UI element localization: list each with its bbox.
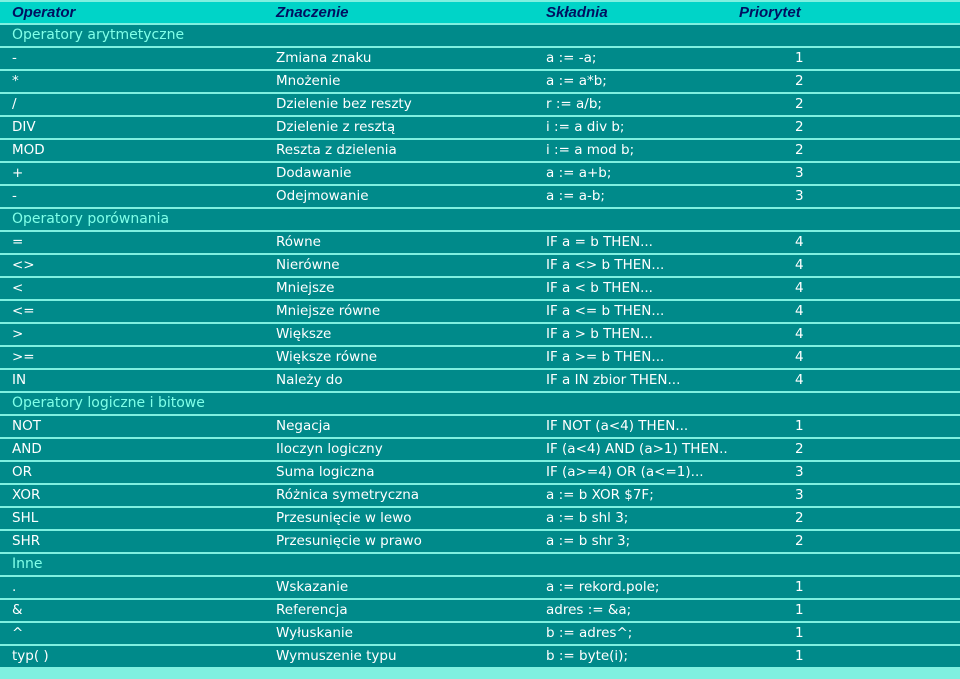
meaning-cell: Wskazanie	[276, 579, 349, 595]
table-row	[0, 94, 960, 115]
syntax-cell: a := a+b;	[546, 165, 612, 181]
syntax-cell: IF a > b THEN...	[546, 326, 653, 342]
header-syntax: Składnia	[546, 4, 608, 21]
priority-cell: 4	[795, 234, 804, 250]
table-row	[0, 232, 960, 253]
priority-cell: 1	[795, 50, 804, 66]
operator-cell: <>	[12, 257, 35, 273]
priority-cell: 3	[795, 165, 804, 181]
table-row	[0, 600, 960, 621]
operator-cell: NOT	[12, 418, 41, 434]
priority-cell: 4	[795, 349, 804, 365]
operator-cell: XOR	[12, 487, 41, 503]
table-row	[0, 48, 960, 69]
table-header	[0, 2, 960, 23]
table-row	[0, 370, 960, 391]
priority-cell: 2	[795, 533, 804, 549]
syntax-cell: b := byte(i);	[546, 648, 629, 664]
operator-cell: -	[12, 50, 17, 66]
syntax-cell: IF NOT (a<4) THEN...	[546, 418, 689, 434]
operator-cell: &	[12, 602, 23, 618]
syntax-cell: IF (a<4) AND (a>1) THEN..	[546, 441, 728, 457]
syntax-cell: r := a/b;	[546, 96, 602, 112]
table-row	[0, 186, 960, 207]
operator-cell: -	[12, 188, 17, 204]
table-row	[0, 623, 960, 644]
meaning-cell: Równe	[276, 234, 321, 250]
table-row	[0, 255, 960, 276]
priority-cell: 1	[795, 648, 804, 664]
operator-cell: ^	[12, 625, 24, 641]
table-row	[0, 439, 960, 460]
meaning-cell: Dzielenie bez reszty	[276, 96, 412, 112]
table-row	[0, 531, 960, 552]
operator-cell: IN	[12, 372, 27, 388]
priority-cell: 4	[795, 326, 804, 342]
meaning-cell: Wymuszenie typu	[276, 648, 397, 664]
syntax-cell: a := -a;	[546, 50, 597, 66]
table-row	[0, 324, 960, 345]
operator-cell: .	[12, 579, 17, 595]
table-row	[0, 508, 960, 529]
syntax-cell: a := b XOR $7F;	[546, 487, 654, 503]
operator-cell: MOD	[12, 142, 45, 158]
meaning-cell: Przesunięcie w lewo	[276, 510, 412, 526]
section-header-row	[0, 393, 960, 414]
table-row	[0, 577, 960, 598]
meaning-cell: Nierówne	[276, 257, 340, 273]
meaning-cell: Przesunięcie w prawo	[276, 533, 422, 549]
meaning-cell: Negacja	[276, 418, 331, 434]
syntax-cell: IF a >= b THEN...	[546, 349, 665, 365]
meaning-cell: Referencja	[276, 602, 348, 618]
syntax-cell: IF a < b THEN...	[546, 280, 653, 296]
table-row	[0, 278, 960, 299]
meaning-cell: Dodawanie	[276, 165, 352, 181]
meaning-cell: Mnożenie	[276, 73, 341, 89]
meaning-cell: Iloczyn logiczny	[276, 441, 383, 457]
section-title: Inne	[12, 556, 43, 572]
priority-cell: 2	[795, 441, 804, 457]
priority-cell: 3	[795, 188, 804, 204]
operator-cell: SHR	[12, 533, 41, 549]
meaning-cell: Większe równe	[276, 349, 378, 365]
meaning-cell: Większe	[276, 326, 332, 342]
syntax-cell: IF a <= b THEN...	[546, 303, 665, 319]
header-priority: Priorytet	[739, 4, 801, 21]
priority-cell: 2	[795, 119, 804, 135]
operator-cell: OR	[12, 464, 33, 480]
section-header-row	[0, 554, 960, 575]
priority-cell: 1	[795, 625, 804, 641]
meaning-cell: Różnica symetryczna	[276, 487, 420, 503]
meaning-cell: Mniejsze równe	[276, 303, 381, 319]
meaning-cell: Reszta z dzielenia	[276, 142, 397, 158]
priority-cell: 4	[795, 280, 804, 296]
operator-cell: >	[12, 326, 24, 342]
table-row	[0, 347, 960, 368]
syntax-cell: a := b shl 3;	[546, 510, 629, 526]
table-row	[0, 71, 960, 92]
table-row	[0, 163, 960, 184]
table-row	[0, 462, 960, 483]
syntax-cell: a := rekord.pole;	[546, 579, 660, 595]
operator-cell: >=	[12, 349, 35, 365]
operator-cell: *	[12, 73, 19, 89]
priority-cell: 4	[795, 303, 804, 319]
operator-cell: <	[12, 280, 24, 296]
syntax-cell: i := a mod b;	[546, 142, 635, 158]
operator-cell: AND	[12, 441, 42, 457]
syntax-cell: a := a*b;	[546, 73, 607, 89]
header-meaning: Znaczenie	[276, 4, 349, 21]
priority-cell: 2	[795, 142, 804, 158]
table-row	[0, 301, 960, 322]
meaning-cell: Należy do	[276, 372, 343, 388]
priority-cell: 3	[795, 464, 804, 480]
meaning-cell: Mniejsze	[276, 280, 335, 296]
priority-cell: 2	[795, 96, 804, 112]
table-row	[0, 416, 960, 437]
table-row	[0, 117, 960, 138]
meaning-cell: Dzielenie z resztą	[276, 119, 396, 135]
syntax-cell: i := a div b;	[546, 119, 625, 135]
priority-cell: 3	[795, 487, 804, 503]
priority-cell: 4	[795, 257, 804, 273]
table-row	[0, 485, 960, 506]
syntax-cell: IF a IN zbior THEN...	[546, 372, 681, 388]
section-title: Operatory porównania	[12, 211, 170, 227]
meaning-cell: Suma logiczna	[276, 464, 375, 480]
priority-cell: 2	[795, 510, 804, 526]
syntax-cell: IF (a>=4) OR (a<=1)...	[546, 464, 704, 480]
syntax-cell: a := a-b;	[546, 188, 605, 204]
meaning-cell: Wyłuskanie	[276, 625, 353, 641]
operator-cell: =	[12, 234, 24, 250]
syntax-cell: IF a <> b THEN...	[546, 257, 665, 273]
meaning-cell: Zmiana znaku	[276, 50, 372, 66]
section-header-row	[0, 25, 960, 46]
header-operator: Operator	[12, 4, 76, 21]
syntax-cell: a := b shr 3;	[546, 533, 631, 549]
operator-cell: +	[12, 165, 24, 181]
priority-cell: 1	[795, 418, 804, 434]
table-row	[0, 646, 960, 667]
section-title: Operatory logiczne i bitowe	[12, 395, 205, 411]
priority-cell: 1	[795, 602, 804, 618]
section-header-row	[0, 209, 960, 230]
meaning-cell: Odejmowanie	[276, 188, 369, 204]
operator-cell: DIV	[12, 119, 36, 135]
table-row	[0, 140, 960, 161]
operator-cell: typ( )	[12, 648, 49, 664]
operator-cell: SHL	[12, 510, 39, 526]
section-title: Operatory arytmetyczne	[12, 27, 185, 43]
priority-cell: 1	[795, 579, 804, 595]
priority-cell: 4	[795, 372, 804, 388]
syntax-cell: b := adres^;	[546, 625, 633, 641]
priority-cell: 2	[795, 73, 804, 89]
operator-cell: <=	[12, 303, 35, 319]
operator-cell: /	[12, 96, 17, 112]
syntax-cell: adres := &a;	[546, 602, 632, 618]
syntax-cell: IF a = b THEN...	[546, 234, 653, 250]
